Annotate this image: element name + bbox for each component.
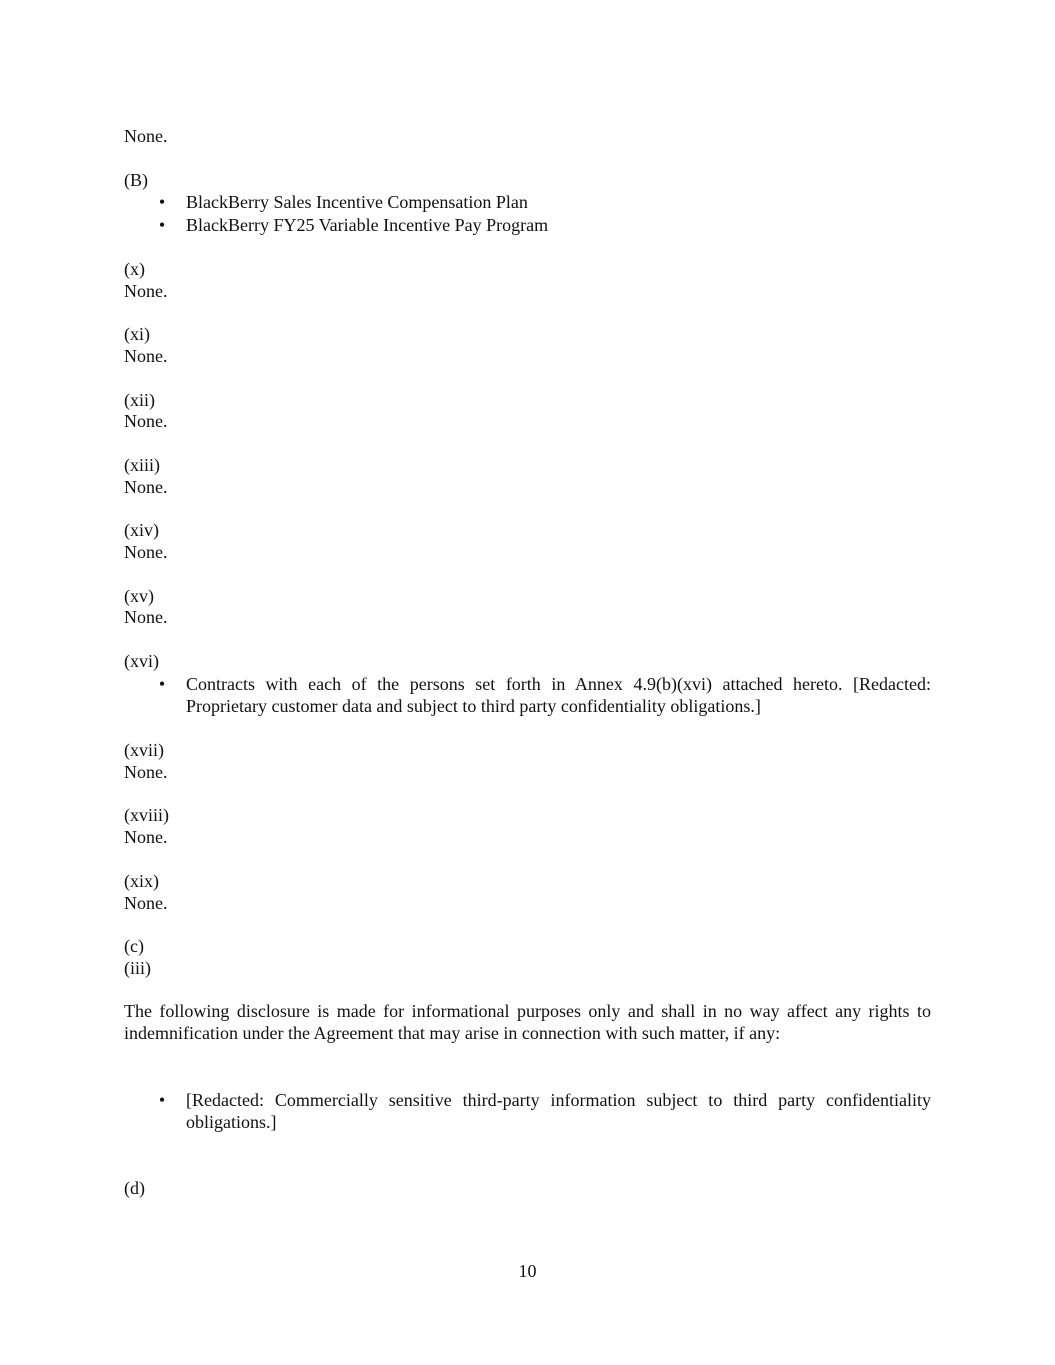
section-text-xiv: None.	[124, 542, 168, 562]
section-label-xviii: (xviii)	[124, 805, 169, 825]
section-label-xiv: (xiv)	[124, 520, 159, 540]
list-item-text: Contracts with each of the persons set forth in Annex 4.9(b)(xvi) attached hereto. [Redacted: Proprietary customer data and subject to third party confidentiality obligations.]	[186, 674, 931, 716]
disclosure-paragraph: The following disclosure is made for informational purposes only and shall in no way affect any rights to indemnification under the Agreement that may arise in connection with such matter, if any:	[124, 1001, 931, 1043]
section-text-xviii: None.	[124, 827, 168, 847]
section-label-xiii: (xiii)	[124, 455, 160, 475]
section-sublabel-iii: (iii)	[124, 958, 151, 978]
section-label-xvi: (xvi)	[124, 651, 159, 671]
section-label-x: (x)	[124, 259, 145, 279]
page-number: 10	[518, 1261, 537, 1281]
section-label-B: (B)	[124, 170, 148, 190]
bullet-icon: •	[158, 192, 166, 212]
section-label-xv: (xv)	[124, 586, 154, 606]
list-item-text: BlackBerry Sales Incentive Compensation Plan	[186, 192, 528, 212]
section-label-xvii: (xvii)	[124, 740, 164, 760]
section-text-xv: None.	[124, 607, 168, 627]
list-item-text: BlackBerry FY25 Variable Incentive Pay Program	[186, 215, 549, 235]
section-label-xii: (xii)	[124, 390, 155, 410]
bullet-icon: •	[158, 215, 166, 235]
section-label-c: (c)	[124, 936, 144, 956]
section-text-xiii: None.	[124, 477, 168, 497]
section-text-xix: None.	[124, 893, 168, 913]
section-text-xvii: None.	[124, 762, 168, 782]
section-label-xi: (xi)	[124, 324, 150, 344]
section-label-xix: (xix)	[124, 871, 159, 891]
section-text-x: None.	[124, 281, 168, 301]
none-text: None.	[124, 126, 168, 146]
bullet-icon: •	[158, 674, 166, 694]
section-text-xii: None.	[124, 411, 168, 431]
section-label-d: (d)	[124, 1178, 145, 1198]
section-text-xi: None.	[124, 346, 168, 366]
list-item-text: [Redacted: Commercially sensitive third-party information subject to third party confidentiality obligations.]	[186, 1090, 931, 1132]
bullet-icon: •	[158, 1090, 166, 1110]
